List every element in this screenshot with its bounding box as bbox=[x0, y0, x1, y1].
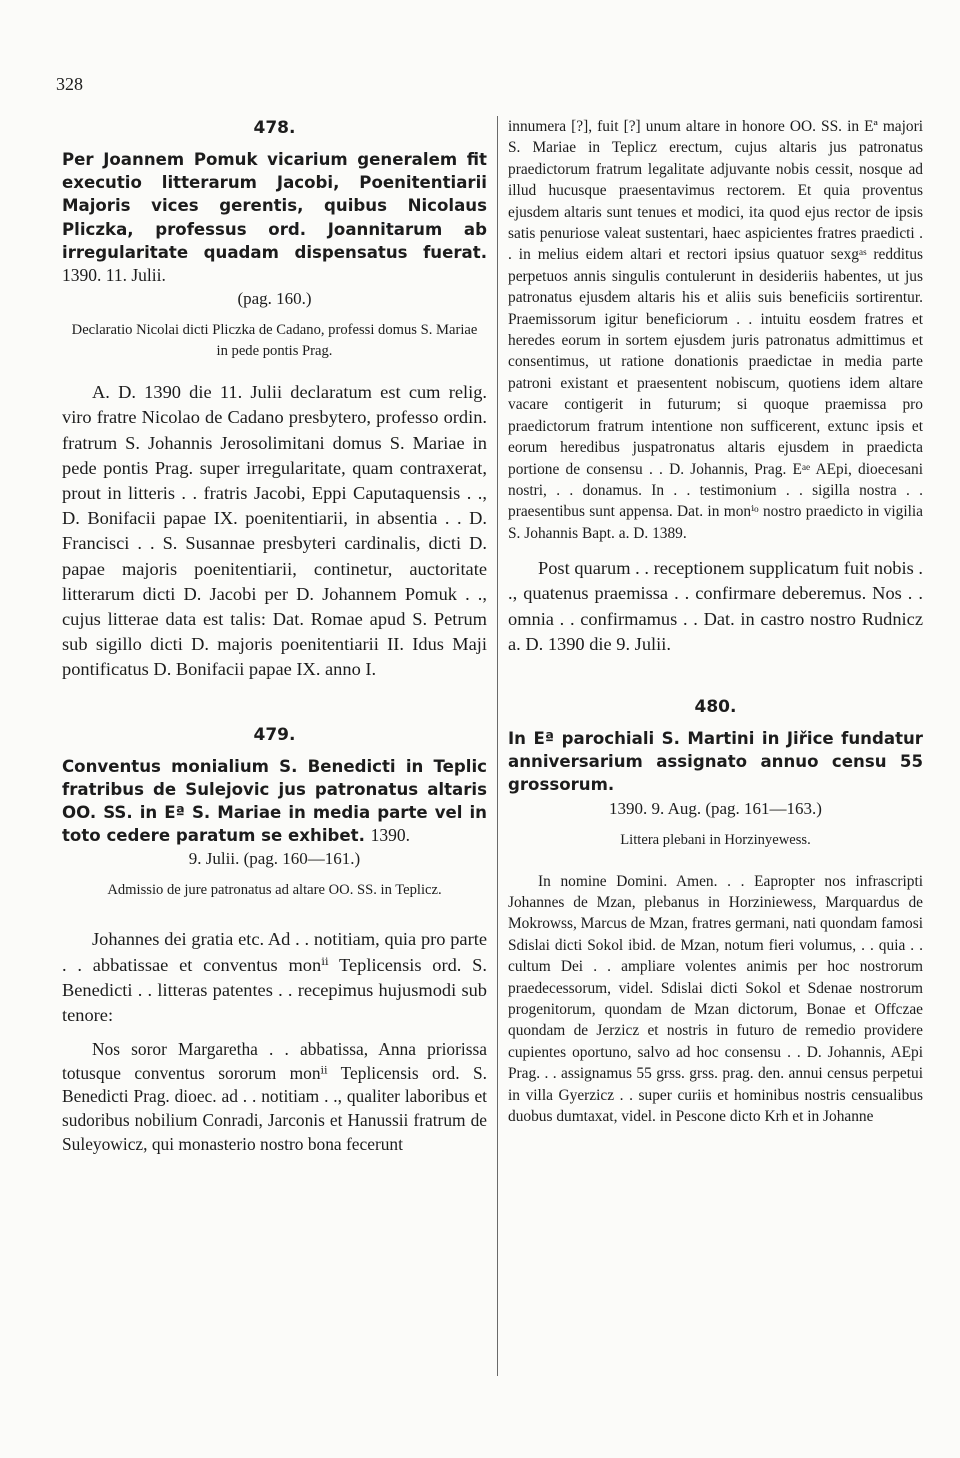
entry-480-sub: 1390. 9. Aug. (pag. 161—163.) bbox=[609, 798, 822, 818]
entry-479-number: 479. bbox=[253, 724, 296, 745]
entry-478-number: 478. bbox=[253, 118, 296, 138]
page-number: 328 bbox=[56, 74, 83, 94]
entry-478-caption: Declaratio Nicolai dicti Pliczka de Cadano, professi domus S. Mariae in pede pontis Prag. bbox=[71, 322, 478, 360]
entry-480-caption: Littera plebani in Horzinyewess. bbox=[620, 831, 811, 848]
entry-478-body: A. D. 1390 die 11. Julii declaratum est cum relig. viro fratre Nicolao de Cadano presbytero, professo ordin. fratrum S. Johannis Jerosolimitani domus S. Mariae in pede pontis Prag. super irregularitate, quam contraxerat, prout in litteris . . fratris Jacobi, Eppi Caputaquensis . ., D. Bonifacii papae IX. poenitentiarii, in absentia . . D. Francisci . . S. Susannae presbyteri cardinalis, dicti D. papae majoris poenitentiarii, continetur, auctoritate litterarum dicti D. Jacobi per D. Johannem Pomuk . ., cujus litterae data est talis: Dat. Romae apud S. Petrum sub sigillo dicti D. majoris poenitentiarii II. Idus Maji pontificatus D. Bonifacii papae IX. anno I. bbox=[62, 382, 487, 680]
entry-479-letter: Nos soror Margaretha . . abbatissa, Anna priorissa totusque conventus sororum monⁱⁱ Teplicensis ord. S. Benedicti Prag. dioec. ad . . notitiam . ., qualiter laboribus et sudoribus nobilium Conradi, Jarconis et Hanussii fratrum de Suleyowicz, qui monasterio nostro bona fecerunt bbox=[62, 1039, 487, 1154]
entry-478-date: 1390. 11. Julii. bbox=[62, 265, 166, 286]
entry-479-caption: Admissio de jure patronatus ad altare OO. SS. in Teplicz. bbox=[107, 882, 442, 899]
entry-479-confirmation: Post quarum . . receptionem supplicatum fuit nobis . ., quatenus praemissa . . confirmare deberemus. Nos . . omnia . . confirmamus . . Dat. in castro nostro Rudnicz a. D. 1390 die 9. Julii. bbox=[508, 558, 923, 654]
entry-479-body: Johannes dei gratia etc. Ad . . notitiam, quia pro parte . . abbatissae et conventus monⁱⁱ Teplicensis ord. S. Benedicti . . litteras patentes . . recepimus hujusmodi sub tenore: bbox=[62, 929, 487, 1026]
entry-478-heading bbox=[62, 148, 487, 287]
entry-478-heading-text: Per Joannem Pomuk vicarium generalem fit executio litterarum Jacobi, Poenitentiarii Majoris vices gerentis, quibus Nicolaus Pliczka, professus ord. Joannitarum ab irregularitate quadam dispensatus fuerat. bbox=[62, 150, 487, 262]
entry-478-pag: (pag. 160.) bbox=[237, 289, 312, 309]
entry-480-body: In nomine Domini. Amen. . . Eapropter nos infrascripti Johannes de Mzan, plebanus in Horziniewess, Marquardus de Mokrowss, Marcus de Mzan, fratres germani, nati quondam famosi Sdislai dicti Sokol ibid. de Mzan, notum fieri volumus, . . quia . . cultum Dei . . ampliare volentes animis per hoc nostrorum praedecessorum, videl. Sdislai dicti Sokol et Sdenae nostrorum progenitorum, quondam de Mzan dictorum, Bonae et Offczae quondam de Jerzicz et nostris in futuro de remedio providere cupientes oportuno, salvo ad hoc consensu . . D. Johannis, AEpi Prag. . . assignamus 55 grss. grss. prag. den. annui census perpetui in villa Gyerzicz . . super curiis et hominibus nostris censualibus duobus dumtaxat, videl. in Pescone dicto Krh et in Johanne bbox=[508, 872, 924, 1126]
entry-479-heading-text: Conventus monialium S. Benedicti in Teplic fratribus de Sulejovic jus patronatus altaris OO. SS. in Eª S. Mariae in media parte vel in toto cedere paratum se exhibet. bbox=[62, 756, 487, 846]
entry-479-heading bbox=[62, 755, 487, 848]
column-divider bbox=[497, 116, 498, 1376]
entry-480-number: 480. bbox=[694, 696, 737, 717]
right-column bbox=[508, 116, 923, 1127]
entry-479-date: 1390. bbox=[370, 825, 411, 846]
entry-480-heading: In Eª parochiali S. Martini in Jiřice fundatur anniversarium assignato annuo censu 55 grossorum. bbox=[508, 728, 923, 795]
left-column bbox=[62, 116, 487, 1156]
entry-479-sub: 9. Julii. (pag. 160—161.) bbox=[188, 849, 361, 869]
entry-479-continued: innumera [?], fuit [?] unum altare in honore OO. SS. in Eª majori S. Mariae in Teplicz erectum, cujus altaris jus patronatus praedictorum fratrum legalitate adjuvante nobis cessit, nosque ad illud hucusque praesentavimus rectorem. Et quia proventus ejusdem altaris sunt tenues et modici, ita quod ejus rector de ipsis satis penuriose valeat sustentari, haec aspicientes fratres praedicti . . in melius eidem altari et rectori ipsius quatuor sexgᵃˢ redditus perpetuos annis singulis contulerunt in desideriis habentes, ut jus patronatus ejusdem altaris his et aliis suis beneficiis sortirentur. Praemissorum igitur beneficiorum . . intuitu eosdem fratres et heredes eorum in sortem ejusdem juris patronatus admittimus et consentimus, ut ratione donationis praedictae in media parte patroni existant et praesentent nobiscum, quotiens idem altare vacare contigerit in futurum; si quoque praemissa pro praedictorum fratrum intentione non sufficerent, extunc ipsis et eorum heredibus juspatronatus altaris ejusdem in praedicta portione de consensu . . D. Johannis, Prag. Eᵃᵉ AEpi, dioecesani nostri, . . donamus. In . . testimonium . . sigilla nostra . . praesentibus sunt appensa. Dat. in monⁱᵒ nostro praedicto in vigilia S. Johannis Bapt. a. D. 1389. bbox=[508, 118, 923, 542]
